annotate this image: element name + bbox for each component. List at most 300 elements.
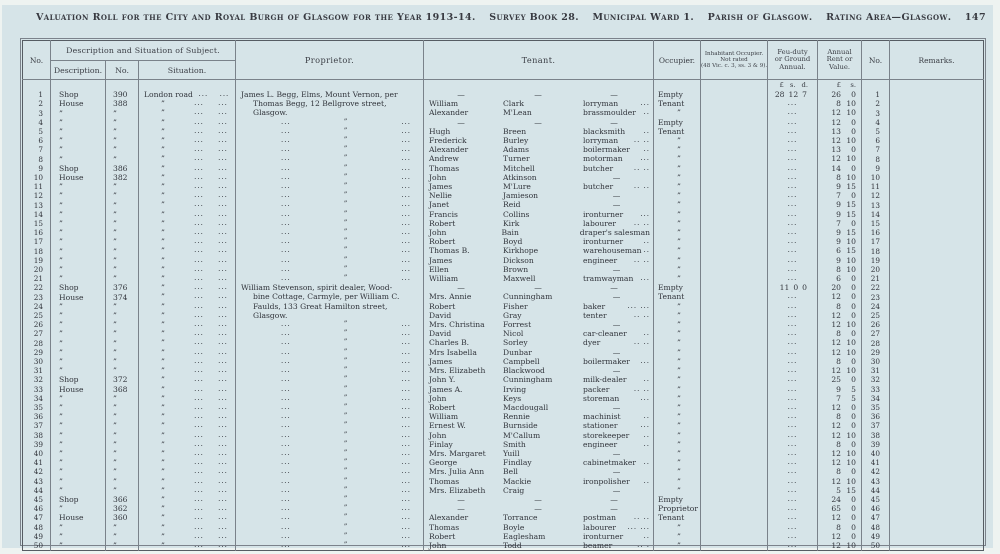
tenant-surname: Boyd xyxy=(503,237,523,247)
inhabitant-occupier-cell xyxy=(701,302,768,311)
tenant-cell xyxy=(424,320,654,329)
remarks-cell xyxy=(890,173,984,182)
annual-rent-cell: 7 5 xyxy=(818,394,862,403)
description-cell: Shop xyxy=(51,164,106,173)
street-number-cell: 360 xyxy=(106,513,139,522)
table-row xyxy=(23,108,984,117)
inhabitant-occupier-cell xyxy=(701,504,768,513)
remarks-cell xyxy=(890,311,984,320)
row-number-right: 48 xyxy=(862,523,890,532)
street-number-cell: 368 xyxy=(106,385,139,394)
tenant-surname: Gray xyxy=(503,310,522,320)
tenant-surname: Atkinson xyxy=(503,172,537,182)
row-number-right: 38 xyxy=(862,431,890,440)
description-cell: ” xyxy=(51,118,106,127)
situation-cell: ” ... ... xyxy=(139,145,236,154)
row-number-right: 18 xyxy=(862,246,890,255)
tenant-surname: Jamieson xyxy=(503,191,539,201)
row-number: 16 xyxy=(33,228,43,238)
row-number-right: 47 xyxy=(862,513,890,522)
feu-duty-cell: ... xyxy=(768,394,818,403)
tenant-occupation: packer xyxy=(583,384,610,394)
table-row xyxy=(23,431,984,440)
row-number: 45 xyxy=(33,495,43,505)
feu-duty-cell: ... xyxy=(768,145,818,154)
inhabitant-occupier-cell xyxy=(701,467,768,476)
proprietor-cell: ... ” ... xyxy=(236,329,424,338)
annual-rent-cell: 8 10 xyxy=(818,99,862,108)
row-number-right: 33 xyxy=(862,385,890,394)
tenant-occupation: storekeeper xyxy=(583,430,630,440)
row-number: 15 xyxy=(33,218,43,228)
tenant-cell xyxy=(424,348,654,357)
row-number-right: 23 xyxy=(862,292,890,301)
annual-rent-cell: 9 15 xyxy=(818,228,862,237)
table-row xyxy=(23,311,984,320)
description-cell: Shop xyxy=(51,90,106,99)
occupier-cell: ” xyxy=(654,256,701,265)
inhabitant-occupier-cell xyxy=(701,338,768,347)
row-number-right: 6 xyxy=(862,136,890,145)
inhabitant-occupier-cell xyxy=(701,375,768,384)
proprietor-cell: ... ” ... xyxy=(236,127,424,136)
proprietor-cell: ... ” ... xyxy=(236,191,424,200)
row-number-right: 42 xyxy=(862,467,890,476)
remarks-cell xyxy=(890,385,984,394)
row-number-right: 34 xyxy=(862,394,890,403)
street-number-cell: ” xyxy=(106,532,139,541)
tenant-first-name: Hugh xyxy=(429,126,451,136)
row-number-right: 22 xyxy=(862,283,890,292)
occupier-cell: ” xyxy=(654,329,701,338)
tenant-occupation: butcher xyxy=(583,163,614,173)
occupier-cell: Tenant xyxy=(654,513,701,522)
street-number-cell: ” xyxy=(106,210,139,219)
table-row xyxy=(23,357,984,366)
tenant-first-name: Alexander xyxy=(429,145,469,155)
row-number-right: 46 xyxy=(862,504,890,513)
tenant-cell: William Clark lorryman ... xyxy=(424,99,654,108)
annual-rent-cell: 9 15 xyxy=(818,200,862,209)
tenant-cell: James Campbell boilermaker ... xyxy=(424,357,654,366)
tenant-cell: John Todd beamer .. . xyxy=(424,541,654,551)
row-number-right: 24 xyxy=(862,302,890,311)
street-number-cell: ” xyxy=(106,477,139,486)
inhabitant-occupier-cell xyxy=(701,412,768,421)
feu-duty-cell: ... xyxy=(768,477,818,486)
table-row xyxy=(23,136,984,145)
situation-cell: ” ... ... xyxy=(139,265,236,274)
street-number-cell: ” xyxy=(106,449,139,458)
inhabitant-occupier-cell xyxy=(701,200,768,209)
description-cell: ” xyxy=(51,440,106,449)
feu-duty-cell: ... xyxy=(768,440,818,449)
remarks-cell xyxy=(890,366,984,375)
row-number: 10 xyxy=(33,172,43,182)
inhabitant-occupier-cell xyxy=(701,357,768,366)
tenant-surname: Bell xyxy=(503,467,518,477)
feu-duty-cell: ... xyxy=(768,191,818,200)
tenant-first-name: Charles B. xyxy=(429,338,470,348)
tenant-first-name: Robert xyxy=(429,531,456,541)
annual-rent-cell: 5 15 xyxy=(818,486,862,495)
tenant-surname: — xyxy=(534,283,542,293)
inhabitant-occupier-cell xyxy=(701,513,768,522)
tenant-occupation: — xyxy=(612,448,621,458)
table-row xyxy=(23,320,984,329)
situation-cell: ” ... ... xyxy=(139,458,236,467)
tenant-occupation: warehouseman xyxy=(583,246,642,256)
remarks-cell xyxy=(890,108,984,117)
situation-cell: ” ... ... xyxy=(139,477,236,486)
street-number-cell: ” xyxy=(106,145,139,154)
proprietor-cell: ... ” ... xyxy=(236,421,424,430)
annual-rent-cell: 65 0 xyxy=(818,504,862,513)
annual-rent-cell: 13 0 xyxy=(818,127,862,136)
tenant-occupation: postman xyxy=(583,513,617,523)
tenant-cell: Robert Fisher baker ... ... xyxy=(424,302,654,311)
occupier-cell: ” xyxy=(654,237,701,246)
row-number: 24 xyxy=(33,301,43,311)
annual-rent-cell: 7 0 xyxy=(818,219,862,228)
tenant-surname: Irving xyxy=(503,384,527,394)
inhabitant-occupier-cell xyxy=(701,311,768,320)
row-number: 41 xyxy=(33,458,43,468)
tenant-cell xyxy=(424,486,654,495)
street-number-cell: ” xyxy=(106,265,139,274)
tenant-surname: Craig xyxy=(503,485,525,495)
tenant-occupation: lorryman xyxy=(583,136,619,146)
description-cell: Shop xyxy=(51,495,106,504)
street-number-cell: ” xyxy=(106,108,139,117)
row-number-right: 43 xyxy=(862,477,890,486)
proprietor-cell: ... ” ... xyxy=(236,458,424,467)
inhabitant-occupier-cell xyxy=(701,145,768,154)
tenant-first-name: William xyxy=(429,412,459,422)
row-number-right: 32 xyxy=(862,375,890,384)
tenant-cell: James M'Lure butcher .. .. xyxy=(424,182,654,191)
description-cell: ” xyxy=(51,228,106,237)
situation-cell: ” ... ... xyxy=(139,348,236,357)
tenant-first-name: William xyxy=(429,99,459,109)
table-row xyxy=(23,182,984,191)
description-cell: House xyxy=(51,385,106,394)
tenant-surname: Keys xyxy=(503,393,522,403)
table-row xyxy=(23,458,984,467)
tenant-surname: M'Callum xyxy=(503,430,541,440)
inhabitant-occupier-cell xyxy=(701,228,768,237)
row-number: 38 xyxy=(33,430,43,440)
table-row xyxy=(23,348,984,357)
tenant-cell: John Y. Cunningham milk-dealer .. xyxy=(424,375,654,384)
roll-table xyxy=(22,40,984,551)
street-number-cell: 386 xyxy=(106,164,139,173)
inhabitant-occupier-cell xyxy=(701,127,768,136)
table-row xyxy=(23,283,984,292)
tenant-first-name: John xyxy=(429,228,447,238)
tenant-surname: Brown xyxy=(503,264,529,274)
feu-duty-cell: ... xyxy=(768,154,818,163)
tenant-cell: Thomas Mackie ironpolisher .. xyxy=(424,477,654,486)
tenant-occupation: dyer xyxy=(583,338,601,348)
annual-rent-cell: 26 0 xyxy=(818,90,862,99)
street-number-cell: ” xyxy=(106,256,139,265)
annual-rent-cell: 12 10 xyxy=(818,154,862,163)
proprietor-cell: ... ” ... xyxy=(236,219,424,228)
row-number-right: 5 xyxy=(862,127,890,136)
col-header-feu-duty: Feu-duty or Ground Annual. xyxy=(768,41,818,80)
feu-duty-cell: ... xyxy=(768,366,818,375)
occupier-cell: ” xyxy=(654,210,701,219)
tenant-cell xyxy=(424,283,654,292)
remarks-cell xyxy=(890,274,984,283)
description-cell: ” xyxy=(51,458,106,467)
table-row xyxy=(23,118,984,127)
proprietor-cell: ... ” ... xyxy=(236,274,424,283)
tenant-occupation: — xyxy=(610,90,618,99)
street-number-cell: 388 xyxy=(106,99,139,108)
occupier-cell: ” xyxy=(654,265,701,274)
street-number-cell: ” xyxy=(106,302,139,311)
tenant-first-name: Mrs. Margaret xyxy=(429,448,486,458)
tenant-cell: Finlay Smith engineer .. xyxy=(424,440,654,449)
tenant-occupation: — xyxy=(610,283,618,293)
description-cell: ” xyxy=(51,274,106,283)
occupier-cell: ” xyxy=(654,182,701,191)
tenant-occupation: — xyxy=(612,347,621,357)
row-number-right: 14 xyxy=(862,210,890,219)
row-number: 37 xyxy=(33,421,43,431)
tenant-occupation: — xyxy=(612,172,621,182)
table-row xyxy=(23,302,984,311)
tenant-occupation: ironturner xyxy=(583,531,624,541)
row-number-right: 7 xyxy=(862,145,890,154)
table-row xyxy=(23,394,984,403)
tenant-cell xyxy=(424,495,654,504)
feu-duty-cell: ... xyxy=(768,523,818,532)
description-cell: ” xyxy=(51,311,106,320)
row-number-right: 49 xyxy=(862,532,890,541)
annual-rent-cell: 9 15 xyxy=(818,210,862,219)
inhabitant-occupier-cell xyxy=(701,440,768,449)
table-row xyxy=(23,99,984,108)
row-number-right: 31 xyxy=(862,366,890,375)
occupier-cell: Empty xyxy=(654,90,701,99)
occupier-cell: ” xyxy=(654,200,701,209)
annual-rent-cell: 12 0 xyxy=(818,118,862,127)
annual-rent-cell: 8 0 xyxy=(818,357,862,366)
proprietor-cell: ... ” ... xyxy=(236,403,424,412)
rent-currency-label: £ s. xyxy=(818,80,862,91)
annual-rent-cell: 12 10 xyxy=(818,108,862,117)
row-number-right: 30 xyxy=(862,357,890,366)
tenant-cell xyxy=(424,173,654,182)
row-number: 9 xyxy=(38,163,43,173)
tenant-cell xyxy=(424,265,654,274)
description-cell: Shop xyxy=(51,375,106,384)
tenant-occupation: blacksmith xyxy=(583,126,626,136)
occupier-cell: ” xyxy=(654,467,701,476)
situation-cell: ” ... ... xyxy=(139,504,236,513)
annual-rent-cell: 8 0 xyxy=(818,412,862,421)
row-number: 18 xyxy=(33,246,43,256)
situation-cell: ” ... ... xyxy=(139,495,236,504)
row-number-right: 13 xyxy=(862,200,890,209)
annual-rent-cell: 12 0 xyxy=(818,513,862,522)
tenant-surname: Cunningham xyxy=(503,292,553,302)
occupier-cell: ” xyxy=(654,431,701,440)
proprietor-cell: ... ” ... xyxy=(236,449,424,458)
row-number: 14 xyxy=(33,209,43,219)
remarks-cell xyxy=(890,228,984,237)
situation-cell: ” ... ... xyxy=(139,191,236,200)
street-number-cell: 390 xyxy=(106,90,139,99)
tenant-surname: Clark xyxy=(503,99,524,109)
proprietor-cell: Glasgow. xyxy=(236,311,424,320)
table-row xyxy=(23,127,984,136)
table-row xyxy=(23,504,984,513)
description-cell: ” xyxy=(51,357,106,366)
street-number-cell: ” xyxy=(106,421,139,430)
inhabitant-occupier-cell xyxy=(701,108,768,117)
annual-rent-cell: 12 0 xyxy=(818,311,862,320)
proprietor-cell: ... ” ... xyxy=(236,357,424,366)
remarks-cell xyxy=(890,320,984,329)
street-number-cell: ” xyxy=(106,348,139,357)
street-number-cell: 372 xyxy=(106,375,139,384)
tenant-occupation: engineer xyxy=(583,439,618,449)
feu-duty-cell: ... xyxy=(768,200,818,209)
street-number-cell: ” xyxy=(106,127,139,136)
tenant-surname: Kirkhope xyxy=(503,246,539,256)
tenant-first-name: George xyxy=(429,458,458,468)
row-number-right: 41 xyxy=(862,458,890,467)
tenant-first-name: Thomas xyxy=(429,163,460,173)
tenant-cell: James A. Irving packer .. .. xyxy=(424,385,654,394)
tenant-first-name: Mrs. Christina xyxy=(429,320,485,330)
tenant-surname: — xyxy=(534,504,542,514)
tenant-cell xyxy=(424,467,654,476)
row-number: 34 xyxy=(33,393,43,403)
situation-cell: ” ... ... xyxy=(139,182,236,191)
proprietor-cell: ... ” ... xyxy=(236,182,424,191)
situation-cell: ” ... ... xyxy=(139,467,236,476)
row-number-right: 16 xyxy=(862,228,890,237)
tenant-occupation: labourer xyxy=(583,522,617,532)
annual-rent-cell: 12 10 xyxy=(818,338,862,347)
tenant-cell xyxy=(424,504,654,513)
proprietor-cell: Faulds, 133 Great Hamilton street, xyxy=(236,302,424,311)
remarks-cell xyxy=(890,164,984,173)
remarks-cell xyxy=(890,283,984,292)
proprietor-cell: James L. Begg, Elms, Mount Vernon, per xyxy=(236,90,424,99)
row-number: 31 xyxy=(33,366,43,376)
tenant-first-name: Mrs. Elizabeth xyxy=(429,366,486,376)
feu-duty-cell: 28 12 7 xyxy=(768,90,818,99)
street-number-cell: ” xyxy=(106,311,139,320)
tenant-first-name: James xyxy=(429,255,453,265)
proprietor-cell: ... ” ... xyxy=(236,486,424,495)
remarks-cell xyxy=(890,154,984,163)
situation-cell: ” ... ... xyxy=(139,449,236,458)
feu-duty-cell: ... xyxy=(768,357,818,366)
street-number-cell: ” xyxy=(106,366,139,375)
table-row xyxy=(23,385,984,394)
tenant-occupation: — xyxy=(612,485,621,495)
description-cell: ” xyxy=(51,403,106,412)
page-number: 147 xyxy=(964,12,986,23)
proprietor-cell: Thomas Begg, 12 Bellgrove street, xyxy=(236,99,424,108)
row-number-right: 4 xyxy=(862,118,890,127)
occupier-cell: ” xyxy=(654,532,701,541)
tenant-first-name: — xyxy=(457,90,465,99)
tenant-surname: M'Lean xyxy=(503,108,532,118)
row-number: 48 xyxy=(33,522,43,532)
tenant-cell: Alexander Adams boilermaker .. xyxy=(424,145,654,154)
inhabitant-occupier-cell xyxy=(701,191,768,200)
feu-duty-cell: ... xyxy=(768,338,818,347)
tenant-occupation: — xyxy=(612,264,621,274)
feu-duty-cell: ... xyxy=(768,292,818,301)
situation-cell: ” ... ... xyxy=(139,173,236,182)
proprietor-cell: ... ” ... xyxy=(236,154,424,163)
tenant-surname: Mackie xyxy=(503,476,532,486)
street-number-cell: ” xyxy=(106,440,139,449)
inhabitant-occupier-cell xyxy=(701,486,768,495)
proprietor-cell: William Stevenson, spirit dealer, Wood- xyxy=(236,283,424,292)
tenant-cell: David Nicol car-cleaner .. xyxy=(424,329,654,338)
tenant-surname: Burley xyxy=(503,136,529,146)
tenant-cell xyxy=(424,403,654,412)
occupier-cell: ” xyxy=(654,385,701,394)
inhabitant-occupier-cell xyxy=(701,256,768,265)
remarks-cell xyxy=(890,99,984,108)
situation-cell: ” ... ... xyxy=(139,246,236,255)
feu-duty-cell: ... xyxy=(768,182,818,191)
description-cell: ” xyxy=(51,200,106,209)
occupier-cell: ” xyxy=(654,173,701,182)
inhabitant-occupier-cell xyxy=(701,237,768,246)
valuation-roll-table xyxy=(20,38,986,551)
inhabitant-occupier-cell xyxy=(701,274,768,283)
situation-cell: ” ... ... xyxy=(139,412,236,421)
tenant-occupation: — xyxy=(612,366,621,376)
situation-cell: ” ... ... xyxy=(139,200,236,209)
tenant-first-name: Mrs. Elizabeth xyxy=(429,485,486,495)
tenant-first-name: Thomas B. xyxy=(429,246,470,256)
occupier-cell: ” xyxy=(654,348,701,357)
col-header-occupier: Occupier. xyxy=(654,41,701,80)
remarks-cell xyxy=(890,136,984,145)
tenant-surname: Mitchell xyxy=(503,163,535,173)
annual-rent-cell: 8 10 xyxy=(818,265,862,274)
description-cell: ” xyxy=(51,320,106,329)
situation-cell: ” ... ... xyxy=(139,375,236,384)
row-number-right: 9 xyxy=(862,164,890,173)
table-row xyxy=(23,292,984,301)
tenant-surname: Yuill xyxy=(503,448,520,458)
remarks-cell xyxy=(890,246,984,255)
table-row xyxy=(23,265,984,274)
tenant-occupation: cabinetmaker xyxy=(583,458,636,468)
tenant-surname: Fisher xyxy=(503,301,528,311)
tenant-occupation: car-cleaner xyxy=(583,329,627,339)
tenant-first-name: John xyxy=(429,430,447,440)
feu-duty-cell: ... xyxy=(768,348,818,357)
inhabitant-occupier-cell xyxy=(701,394,768,403)
occupier-cell: ” xyxy=(654,394,701,403)
tenant-surname: Adams xyxy=(503,145,529,155)
